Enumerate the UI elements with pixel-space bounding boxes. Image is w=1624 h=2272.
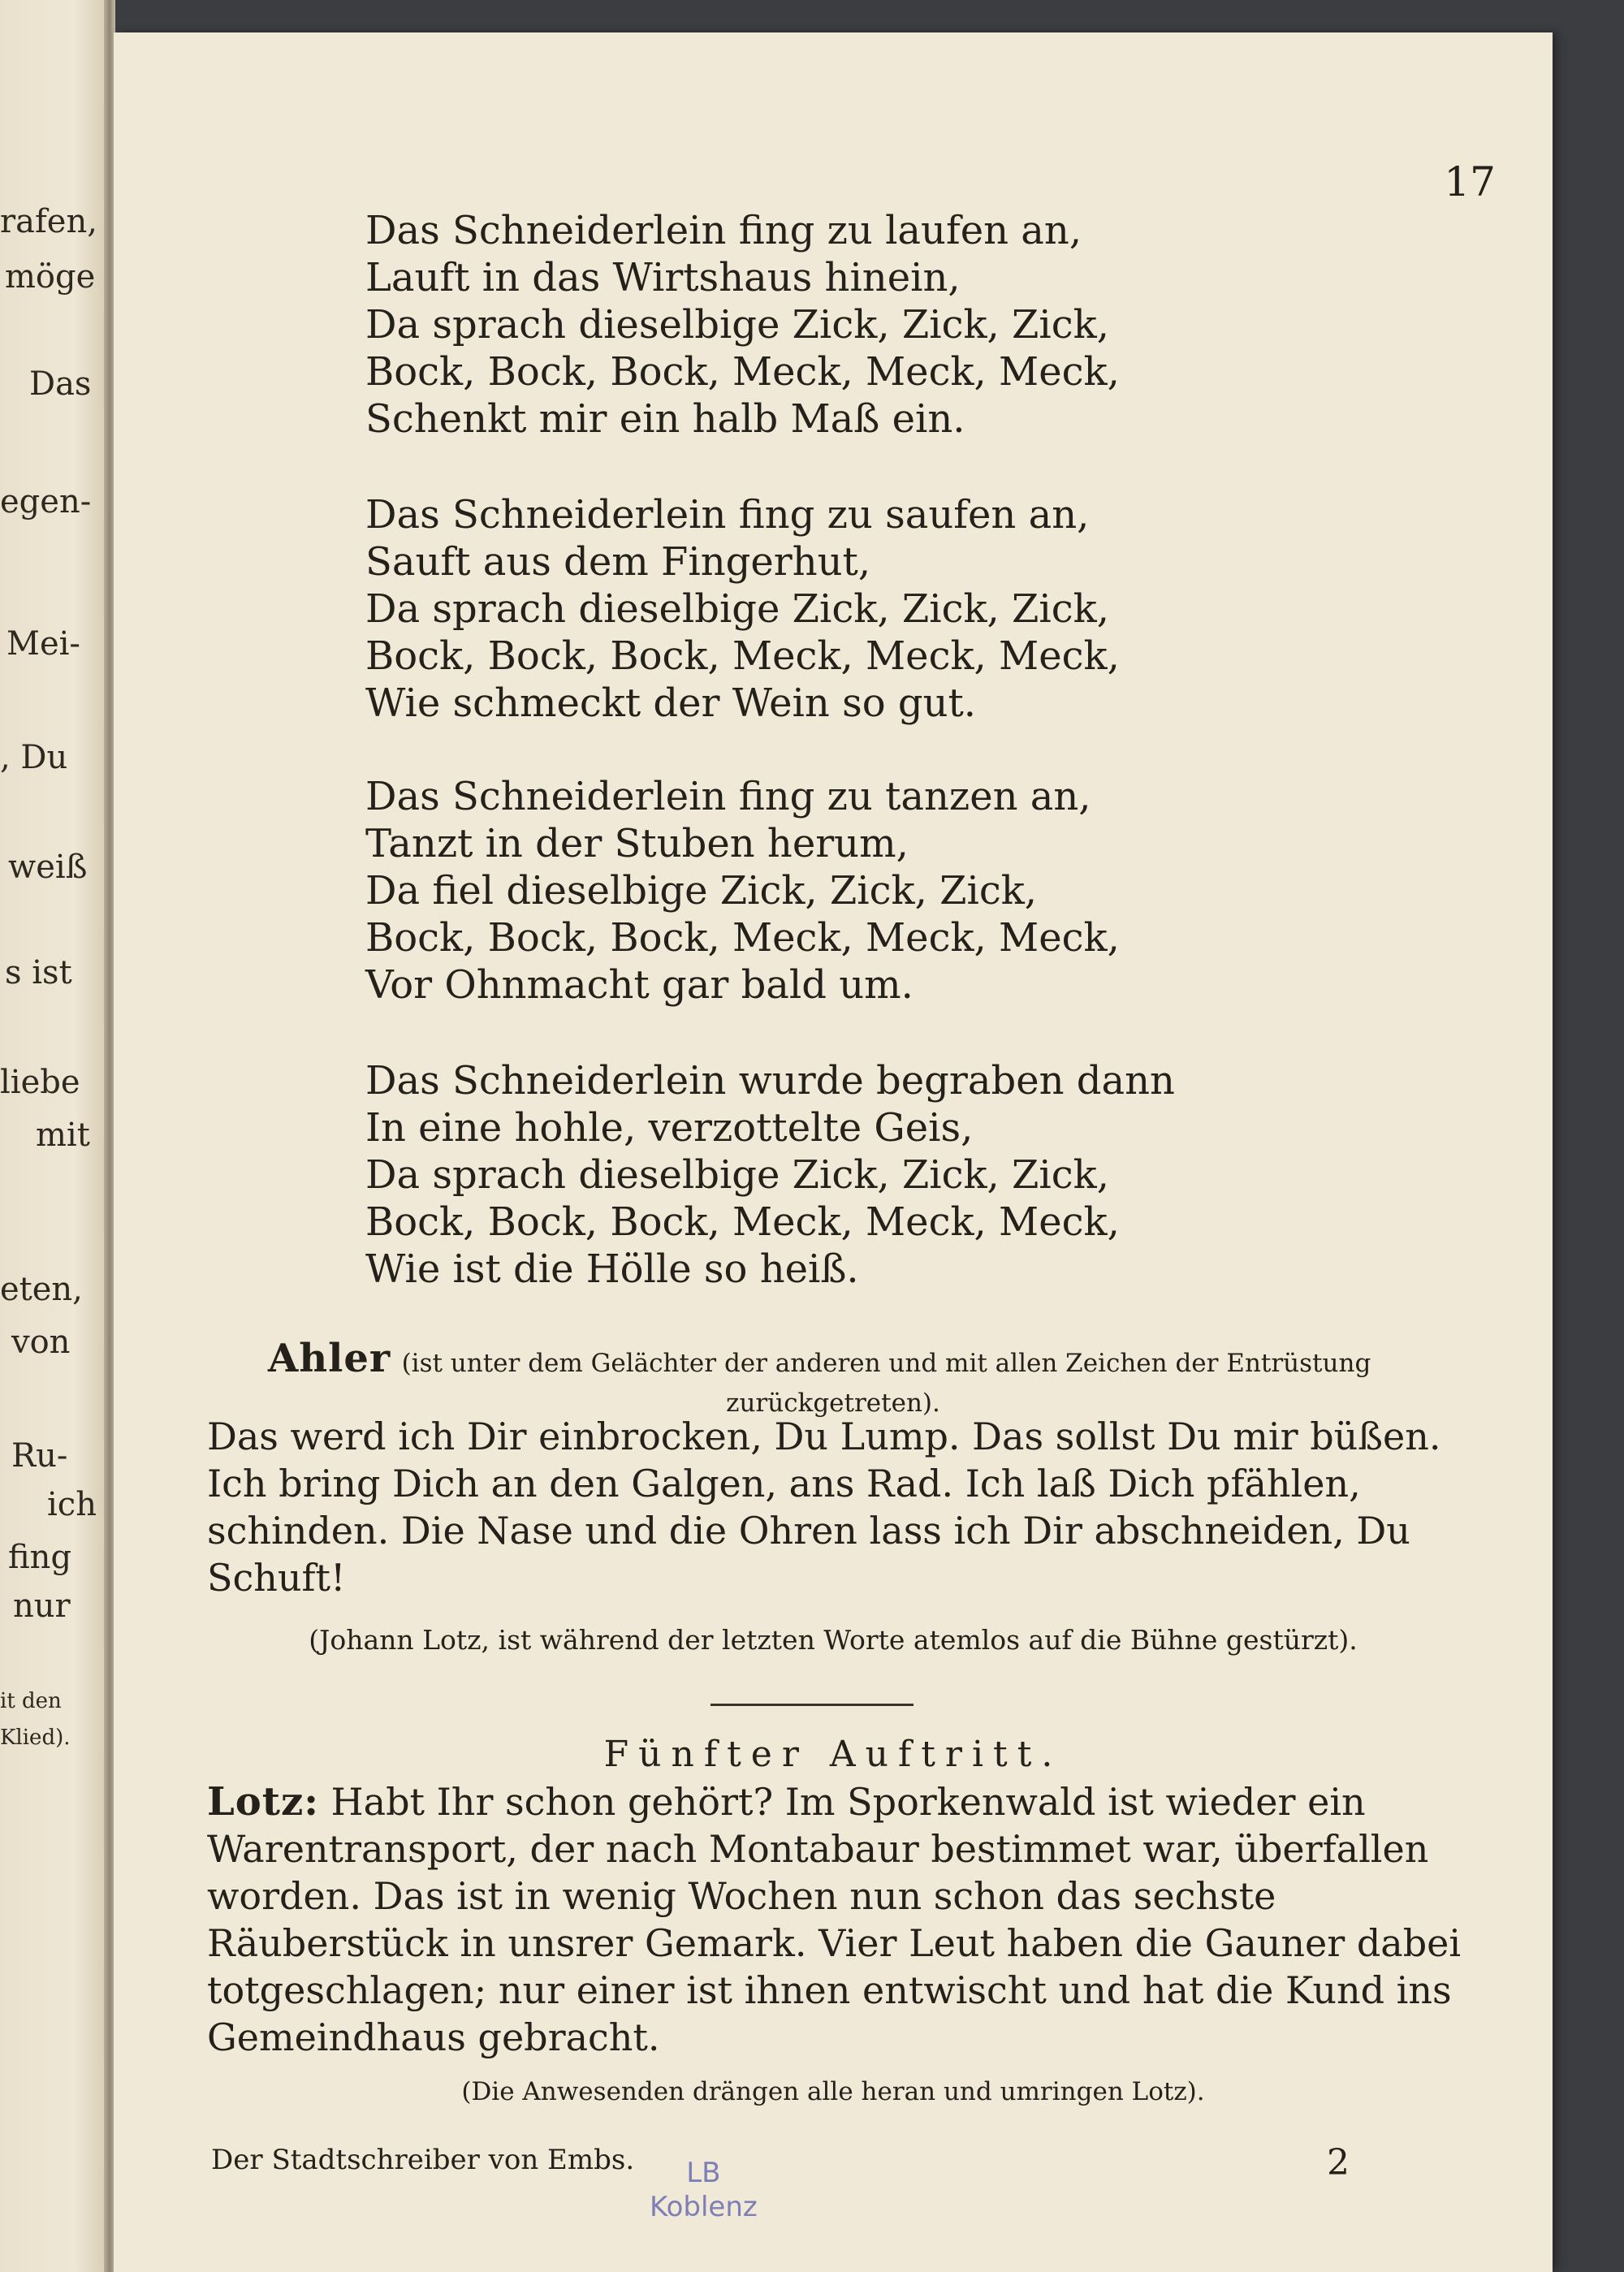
verse-line: Wie ist die Hölle so heiß. bbox=[365, 1246, 859, 1292]
facing-page-fragment: Mei- bbox=[6, 625, 80, 663]
facing-page-fragment: weiß bbox=[8, 849, 88, 886]
verse-line: Da sprach dieselbige Zick, Zick, Zick, bbox=[365, 1152, 1109, 1198]
library-stamp bbox=[650, 2156, 758, 2224]
facing-page-fragment: , Du bbox=[0, 739, 68, 776]
facing-page-fragment: nur bbox=[13, 1587, 71, 1625]
verse-line: Bock, Bock, Bock, Meck, Meck, Meck, bbox=[365, 633, 1120, 679]
speaker-name: Lotz: bbox=[207, 1779, 319, 1825]
running-footer-title: Der Stadtschreiber von Embs. bbox=[211, 2144, 635, 2176]
verse-stanza bbox=[365, 773, 1120, 1009]
speech-text: Habt Ihr schon gehört? Im Sporkenwald ist wieder ein Warentransport, der nach Montabaur bestimmet war, überfallen worden. Das ist in wenig Wochen nun schon das sechste Räuberstück in unsrer Gemark. Vier Leut haben die Gauner dabei totgeschlagen; nur einer ist ihnen entwischt und hat die Kund ins Gemeindhaus gebracht. bbox=[207, 1780, 1462, 2059]
page-number: 17 bbox=[1444, 158, 1496, 205]
facing-page-fragment: Ru- bbox=[11, 1437, 68, 1475]
verse-stanza bbox=[365, 491, 1120, 727]
facing-page-fragment: liebe bbox=[0, 1064, 80, 1101]
verse-line: Schenkt mir ein halb Maß ein. bbox=[365, 396, 965, 442]
verse-line: Bock, Bock, Bock, Meck, Meck, Meck, bbox=[365, 915, 1120, 961]
stage-direction: (Johann Lotz, ist während der letzten Worte atemlos auf die Bühne gestürzt). bbox=[309, 1624, 1358, 1656]
verse-line: Das Schneiderlein fing zu saufen an, bbox=[365, 492, 1090, 538]
facing-page-fragment: s ist bbox=[5, 954, 72, 991]
signature-mark: 2 bbox=[1327, 2142, 1350, 2183]
verse-line: Wie schmeckt der Wein so gut. bbox=[365, 680, 977, 726]
book-page bbox=[114, 32, 1553, 2272]
ahler-heading bbox=[268, 1336, 1371, 1381]
scene-title: Fünfter Auftritt. bbox=[603, 1734, 1063, 1775]
verse-line: Da fiel dieselbige Zick, Zick, Zick, bbox=[365, 868, 1038, 914]
lotz-speech bbox=[207, 1778, 1474, 2061]
facing-page-fragment: eten, bbox=[0, 1271, 83, 1308]
scene-divider bbox=[710, 1704, 914, 1706]
facing-page-fragment: it den bbox=[0, 1689, 62, 1713]
stage-direction: zurückgetreten). bbox=[726, 1389, 940, 1418]
speaker-name: Ahler bbox=[268, 1336, 391, 1381]
verse-line: Bock, Bock, Bock, Meck, Meck, Meck, bbox=[365, 1199, 1120, 1245]
verse-line: Das Schneiderlein fing zu laufen an, bbox=[365, 208, 1082, 253]
facing-page-edge bbox=[0, 0, 106, 2272]
facing-page-fragment: egen- bbox=[0, 483, 92, 520]
facing-page-fragment: fing bbox=[8, 1539, 72, 1576]
verse-line: Das Schneiderlein fing zu tanzen an, bbox=[365, 774, 1091, 819]
stamp-line: Koblenz bbox=[650, 2191, 758, 2223]
facing-page-fragment: rafen, bbox=[0, 203, 97, 240]
verse-line: Bock, Bock, Bock, Meck, Meck, Meck, bbox=[365, 349, 1120, 395]
verse-stanza bbox=[365, 207, 1120, 443]
stamp-line: LB bbox=[686, 2157, 721, 2189]
facing-page-fragment: Klied). bbox=[0, 1726, 71, 1750]
ahler-speech: Das werd ich Dir einbrocken, Du Lump. Das sollst Du mir büßen. Ich bring Dich an den Galgen, ans Rad. Ich laß Dich pfählen, schinden. Die Nase und die Ohren lass ich Dir abschneiden, Du Schuft! bbox=[207, 1415, 1441, 1600]
facing-page-fragment: möge bbox=[5, 258, 96, 296]
facing-page-fragment: ich bbox=[47, 1486, 97, 1523]
verse-line: Lauft in das Wirtshaus hinein, bbox=[365, 255, 961, 300]
facing-page-fragment: mit bbox=[36, 1117, 90, 1154]
facing-page-fragment: Das bbox=[29, 365, 92, 403]
facing-page-fragment: von bbox=[11, 1324, 71, 1361]
verse-stanza bbox=[365, 1057, 1175, 1293]
verse-line: In eine hohle, verzottelte Geis, bbox=[365, 1105, 974, 1151]
verse-line: Tanzt in der Stuben herum, bbox=[365, 821, 909, 866]
stage-direction: (Die Anwesenden drängen alle heran und umringen Lotz). bbox=[461, 2077, 1205, 2106]
stage-direction: (ist unter dem Gelächter der anderen und mit allen Zeichen der Entrüstung bbox=[401, 1349, 1371, 1378]
verse-line: Sauft aus dem Fingerhut, bbox=[365, 539, 871, 585]
verse-line: Vor Ohnmacht gar bald um. bbox=[365, 962, 914, 1008]
verse-line: Da sprach dieselbige Zick, Zick, Zick, bbox=[365, 586, 1109, 632]
verse-line: Das Schneiderlein wurde begraben dann bbox=[365, 1058, 1175, 1104]
verse-line: Da sprach dieselbige Zick, Zick, Zick, bbox=[365, 302, 1109, 348]
